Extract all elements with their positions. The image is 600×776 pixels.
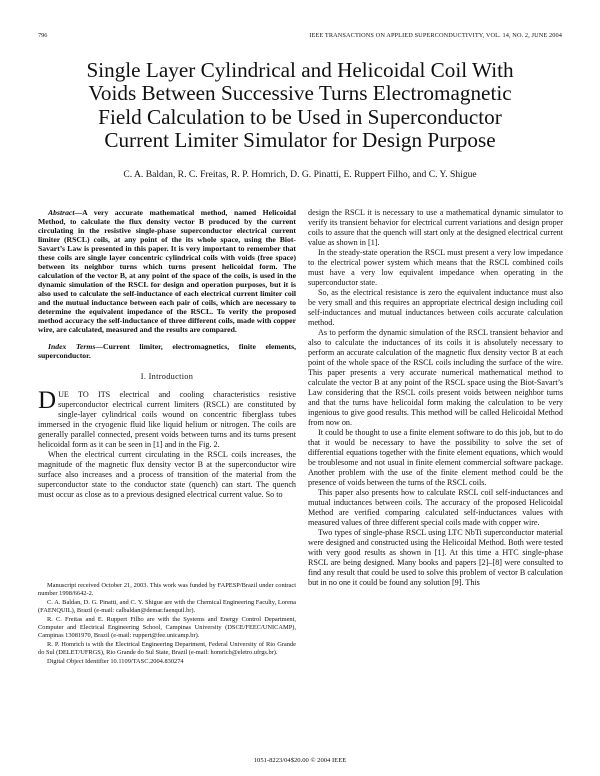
body-paragraph: As to perform the dynamic simulation of the RSCL transient behavior and also to calculate the inductances of its coils it is absolutely necessary to perform an accurate calculation of the magnetic flux density vector B at each point of the whole space of the RSCL coils including the surface of the wire. This paper presents a very accurate numerical mathematical method to calculate the vector B at any point of the RSCL space using the Biot-Savart’s Law considering that the RSCL coils present voids between neighbor turns and that the turns have helicoidal form making the calculation to be very ingenious to give good results. This method will be called Helicoidal Method from now on. xyxy=(308,328,563,427)
body-paragraph: This paper also presents how to calculate RSCL coil self-inductances and mutual inductances between coils. The accuracy of the proposed Helicoidal Method are verified comparing calculated self-inductances values with measured values of three different special coils made with copper wire. xyxy=(308,488,563,527)
body-paragraph: design the RSCL it is necessary to use a mathematical dynamic simulator to verify its transient behavior for electrical current variations and design proper coils to assure that the quench will start only at the designed electrical current value as shown in [1]. xyxy=(308,208,563,247)
footnotes xyxy=(38,582,296,668)
footnote: R. C. Freitas and E. Ruppert Filho are with the Systems and Energy Control Department, Computer and Electrical Engineering School, Campinas University (DSCE/FEEC/UNICAMP), Campinas 13081970, Brazil (e-mail: ruppert@fee.unicamp.br). xyxy=(38,616,296,639)
title-line: Single Layer Cylindrical and Helicoidal Coil With xyxy=(86,58,514,82)
author-list: C. A. Baldan, R. C. Freitas, R. P. Homrich, D. G. Pinatti, E. Ruppert Filho, and C. Y. Shigue xyxy=(123,169,477,180)
body-paragraph: In the steady-state operation the RSCL must present a very low impedance to the electrical power system which means that the RSCL combined coils must have a very low equivalent impedance when operating in the superconductor state. xyxy=(308,248,563,287)
abstract-text: A very accurate mathematical method, named Helicoidal Method, to calculate the flux density vector B produced by the current circulating in the resistive single-phase superconductor electrical current limiter (RSCL) coils, at any point of the its whole space, using the Biot-Savart’s Law is presented in this paper. It is very important to remember that these coils are single layer concentric cylindrical coils with voids (free space) between its neighbor turns which turns present helicoidal form. The calculation of the vector B, at any point of the space of the coils, is used in the dynamic simulation of the RSCL for design and operation purposes, but it is also used to calculate the self-inductance of each electrical current limiter coil and the mutual inductance between each pair of coils, which are necessary to determine the equivalent impedance of the RSCL. To verify the proposed method accuracy the self-inductance of three different coils, made with copper wire, are calculated, measured and the results are compared. xyxy=(38,208,296,334)
body-paragraph: When the electrical current circulating in the RSCL coils increases, the magnitude of the magnetic flux density vector B at the superconductor wire surface also increases and a process of transition of the material from the superconductor state to the conductor state (quench) can start. The quench must occur as close as to a previous designed electrical current value. So to xyxy=(38,450,296,499)
journal-header: IEEE TRANSACTIONS ON APPLIED SUPERCONDUCTIVITY, VOL. 14, NO. 2, JUNE 2004 xyxy=(309,32,562,39)
copyright-footer: 1051-8223/04$20.00 © 2004 IEEE xyxy=(253,757,347,764)
footnote: C. A. Baldan, D. G. Pinatti, and C. Y. Shigue are with the Chemical Engineering Faculty, Lorena (FAENQUIL), Brazil (e-mail: calbaldan@demar.faenquil.br). xyxy=(38,599,296,614)
title-line: Voids Between Successive Turns Electromagnetic xyxy=(88,81,512,106)
intro-text: UE TO ITS electrical and cooling characteristics resistive superconductor electrical current limiters (RSCL) are constituted by single-layer cylindrical coils wound on concentric fiberglass tubes immersed in the cryogenic fluid like liquid helium or nitrogen. The coils are generally parallel connected, present voids between turns and its turns present helicoidal form as it can be seen in [1] and in the Fig. 2. xyxy=(38,390,296,449)
intro-paragraph xyxy=(38,387,296,450)
footnote: Manuscript received October 21, 2003. This work was funded by FAPESP/Brazil under contract number 1998/6642-2. xyxy=(38,582,296,597)
left-column xyxy=(38,208,296,500)
body-paragraph: So, as the electrical resistance is zero the equivalent inductance must also be very small and this requires an appropriate electrical design including coil self-inductances and mutual inductances between coils accurate calculation method. xyxy=(308,288,563,327)
body-paragraph: It could be thought to use a finite element software to do this job, but to do that it would be necessary to have the possibility to solve the set of differential equations together with the finite element equations, which would be troublesome and not usual in finite element commercial software package. Another problem with the use of the finite element method could be the presence of voids between the turns of the RSCL coils. xyxy=(308,428,563,487)
index-terms-label: Index Terms— xyxy=(48,342,104,351)
running-header xyxy=(38,32,562,42)
section-heading: I. Introduction xyxy=(140,372,194,381)
right-column xyxy=(308,208,563,588)
index-terms-text: Current limiter, electromagnetics, finite elements, superconductor. xyxy=(38,342,297,360)
page-number: 796 xyxy=(38,32,48,39)
body-paragraph: Two types of single-phase RSCL using LTC NbTi superconductor material were designed and constructed using the Helicoidal Method. Both were tested with very good results as shown in [1]. At this time a HTC single-phase RSCL are being designed. Many books and papers [2]–[8] were consulted to find any result that could be used to solve this problem of vector B calculation but in no one it could be found any solution [9]. This xyxy=(308,528,563,587)
title-line: Current Limiter Simulator for Design Purpose xyxy=(104,128,496,153)
drop-cap: D xyxy=(38,387,57,414)
index-terms xyxy=(38,342,296,360)
abstract xyxy=(38,208,296,334)
abstract-label: Abstract— xyxy=(48,208,83,217)
footnote: R. P. Homrich is with the Electrical Engineering Department, Federal University of Rio Grande do Sul (DELET/UFRGS), Rio Grande do Sul State, Brazil (e-mail: homrich@eletro.ufrgs.br). xyxy=(38,641,296,656)
title-line: Field Calculation to be Used in Superconductor xyxy=(98,104,502,129)
footnote-doi: Digital Object Identifier 10.1109/TASC.2004.830274 xyxy=(47,658,184,666)
paper-title xyxy=(20,59,580,153)
